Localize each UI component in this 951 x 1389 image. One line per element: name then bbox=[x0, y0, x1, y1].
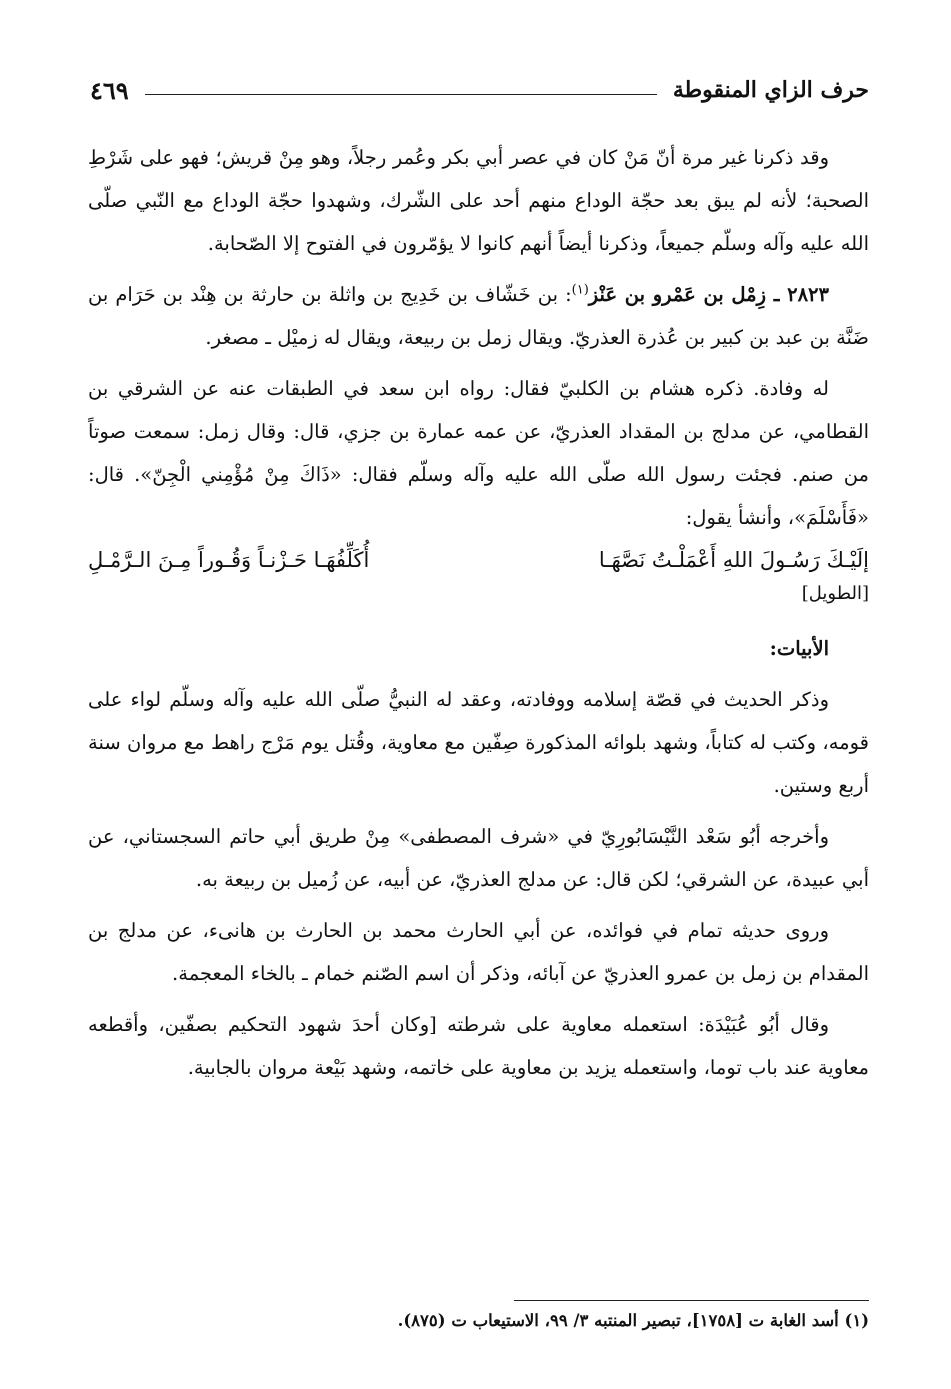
verse-second-hemistich: أُكَلِّفُهَـا حَـزْنـاً وَقُـوراً مِـنَ الـرَّمْـلِ bbox=[88, 548, 370, 572]
verse-line bbox=[88, 541, 869, 579]
verse-first-hemistich: إلَيْـكَ رَسُـولَ اللهِ أَعْمَلْـتُ نَصَّهَـا bbox=[598, 548, 869, 572]
paragraph-6: وروى حديثه تمام في فوائده، عن أبي الحارث محمد بن الحارث بن هانىء، عن مدلج بن المقدام بن زمل بن عمرو العذريّ عن آبائه، وذكر أن اسم الصّنم خمام ـ بالخاء المعجمة. bbox=[88, 919, 869, 985]
paragraph-1: وقد ذكرنا غير مرة أنّ مَنْ كان في عصر أبي بكر وعُمر رجلاً، وهو مِنْ قريش؛ فهو على شَرْطِ الصحبة؛ لأنه لم يبق بعد حجّة الوداع منهم أحد على الشّرك، وشهدوا حجّة الوداع مع النّبي صلّى الله عليه وآله وسلّم جميعاً، وذكرنا أيضاً أنهم كانوا لا يؤمّرون في الفتوح إلا الصّحابة. bbox=[88, 146, 869, 255]
footnote: (١) أسد الغابة ت [١٧٥٨]، تبصير المنتبه ٣/ ٩٩، الاستيعاب ت (٨٧٥). bbox=[397, 1311, 869, 1330]
main-text bbox=[88, 136, 869, 1097]
footnote-reference: (١) bbox=[571, 282, 589, 298]
paragraph-7: وقال أبُو عُبَيْدَة: استعمله معاوية على شرطته [وكان أحدَ شهود التحكيم بصفّين، وأقطعه معاوية عند باب توما، واستعمله يزيد بن معاوية على خاتمه، وشهد بَيْعة مروان بالجابية. bbox=[88, 1013, 869, 1079]
paragraph-5: وأخرجه أبُو سَعْد النَّيْسَابُورِيّ في «شرف المصطفى» مِنْ طريق أبي حاتم السجستاني، عن أبي عبيدة، عن الشرقي؛ لكن قال: عن مدلج العذريّ، عن أبيه، عن زُميل بن ربيعة به. bbox=[88, 825, 869, 891]
page-header bbox=[90, 68, 869, 112]
header-rule bbox=[145, 94, 657, 95]
verse-meter: [الطويل] bbox=[801, 583, 869, 604]
entry-body: : بن خَشّاف بن خَدِيج بن واثلة بن حارثة بن هِنْد بن حَرَام بن ضَنَّة بن عبد بن كبير بن عُذرة العذريّ. ويقال زمل بن ربيعة، ويقال له زميْل ـ مصغر. bbox=[88, 283, 869, 349]
section-label: الأبيات: bbox=[769, 637, 829, 660]
paragraph-4: وذكر الحديث في قصّة إسلامه ووفادته، وعقد له النبيُّ صلّى الله عليه وآله وسلّم لواء على قومه، وكتب له كتاباً، وشهد بلوائه المذكورة صِفّين مع معاوية، وقُتل يوم مَرْج راهط مع مروان سنة أربع وستين. bbox=[88, 688, 869, 797]
page-number: ٤٦٩ bbox=[90, 75, 129, 105]
running-title: حرف الزاي المنقوطة bbox=[672, 77, 869, 103]
entry-title: ٢٨٢٣ ـ زِمْل بن عَمْرو بن عَنْز bbox=[588, 283, 829, 306]
footnote-rule bbox=[514, 1300, 869, 1301]
entry-2823 bbox=[88, 273, 869, 359]
paragraph-3: له وفادة. ذكره هشام بن الكلبيّ فقال: رواه ابن سعد في الطبقات عنه عن الشرقي بن القطامي، عن مدلج بن المقداد العذريّ، عن عمه عمارة بن جزي، قال: وقال زمل: سمعت صوتاً من صنم. فجئت رسول الله صلّى الله عليه وآله وسلّم فقال: «ذَاكَ مِنْ مُؤْمِني الْجِنّ». قال: «فَأَسْلَمَ»، وأنشأ يقول: bbox=[88, 377, 869, 529]
